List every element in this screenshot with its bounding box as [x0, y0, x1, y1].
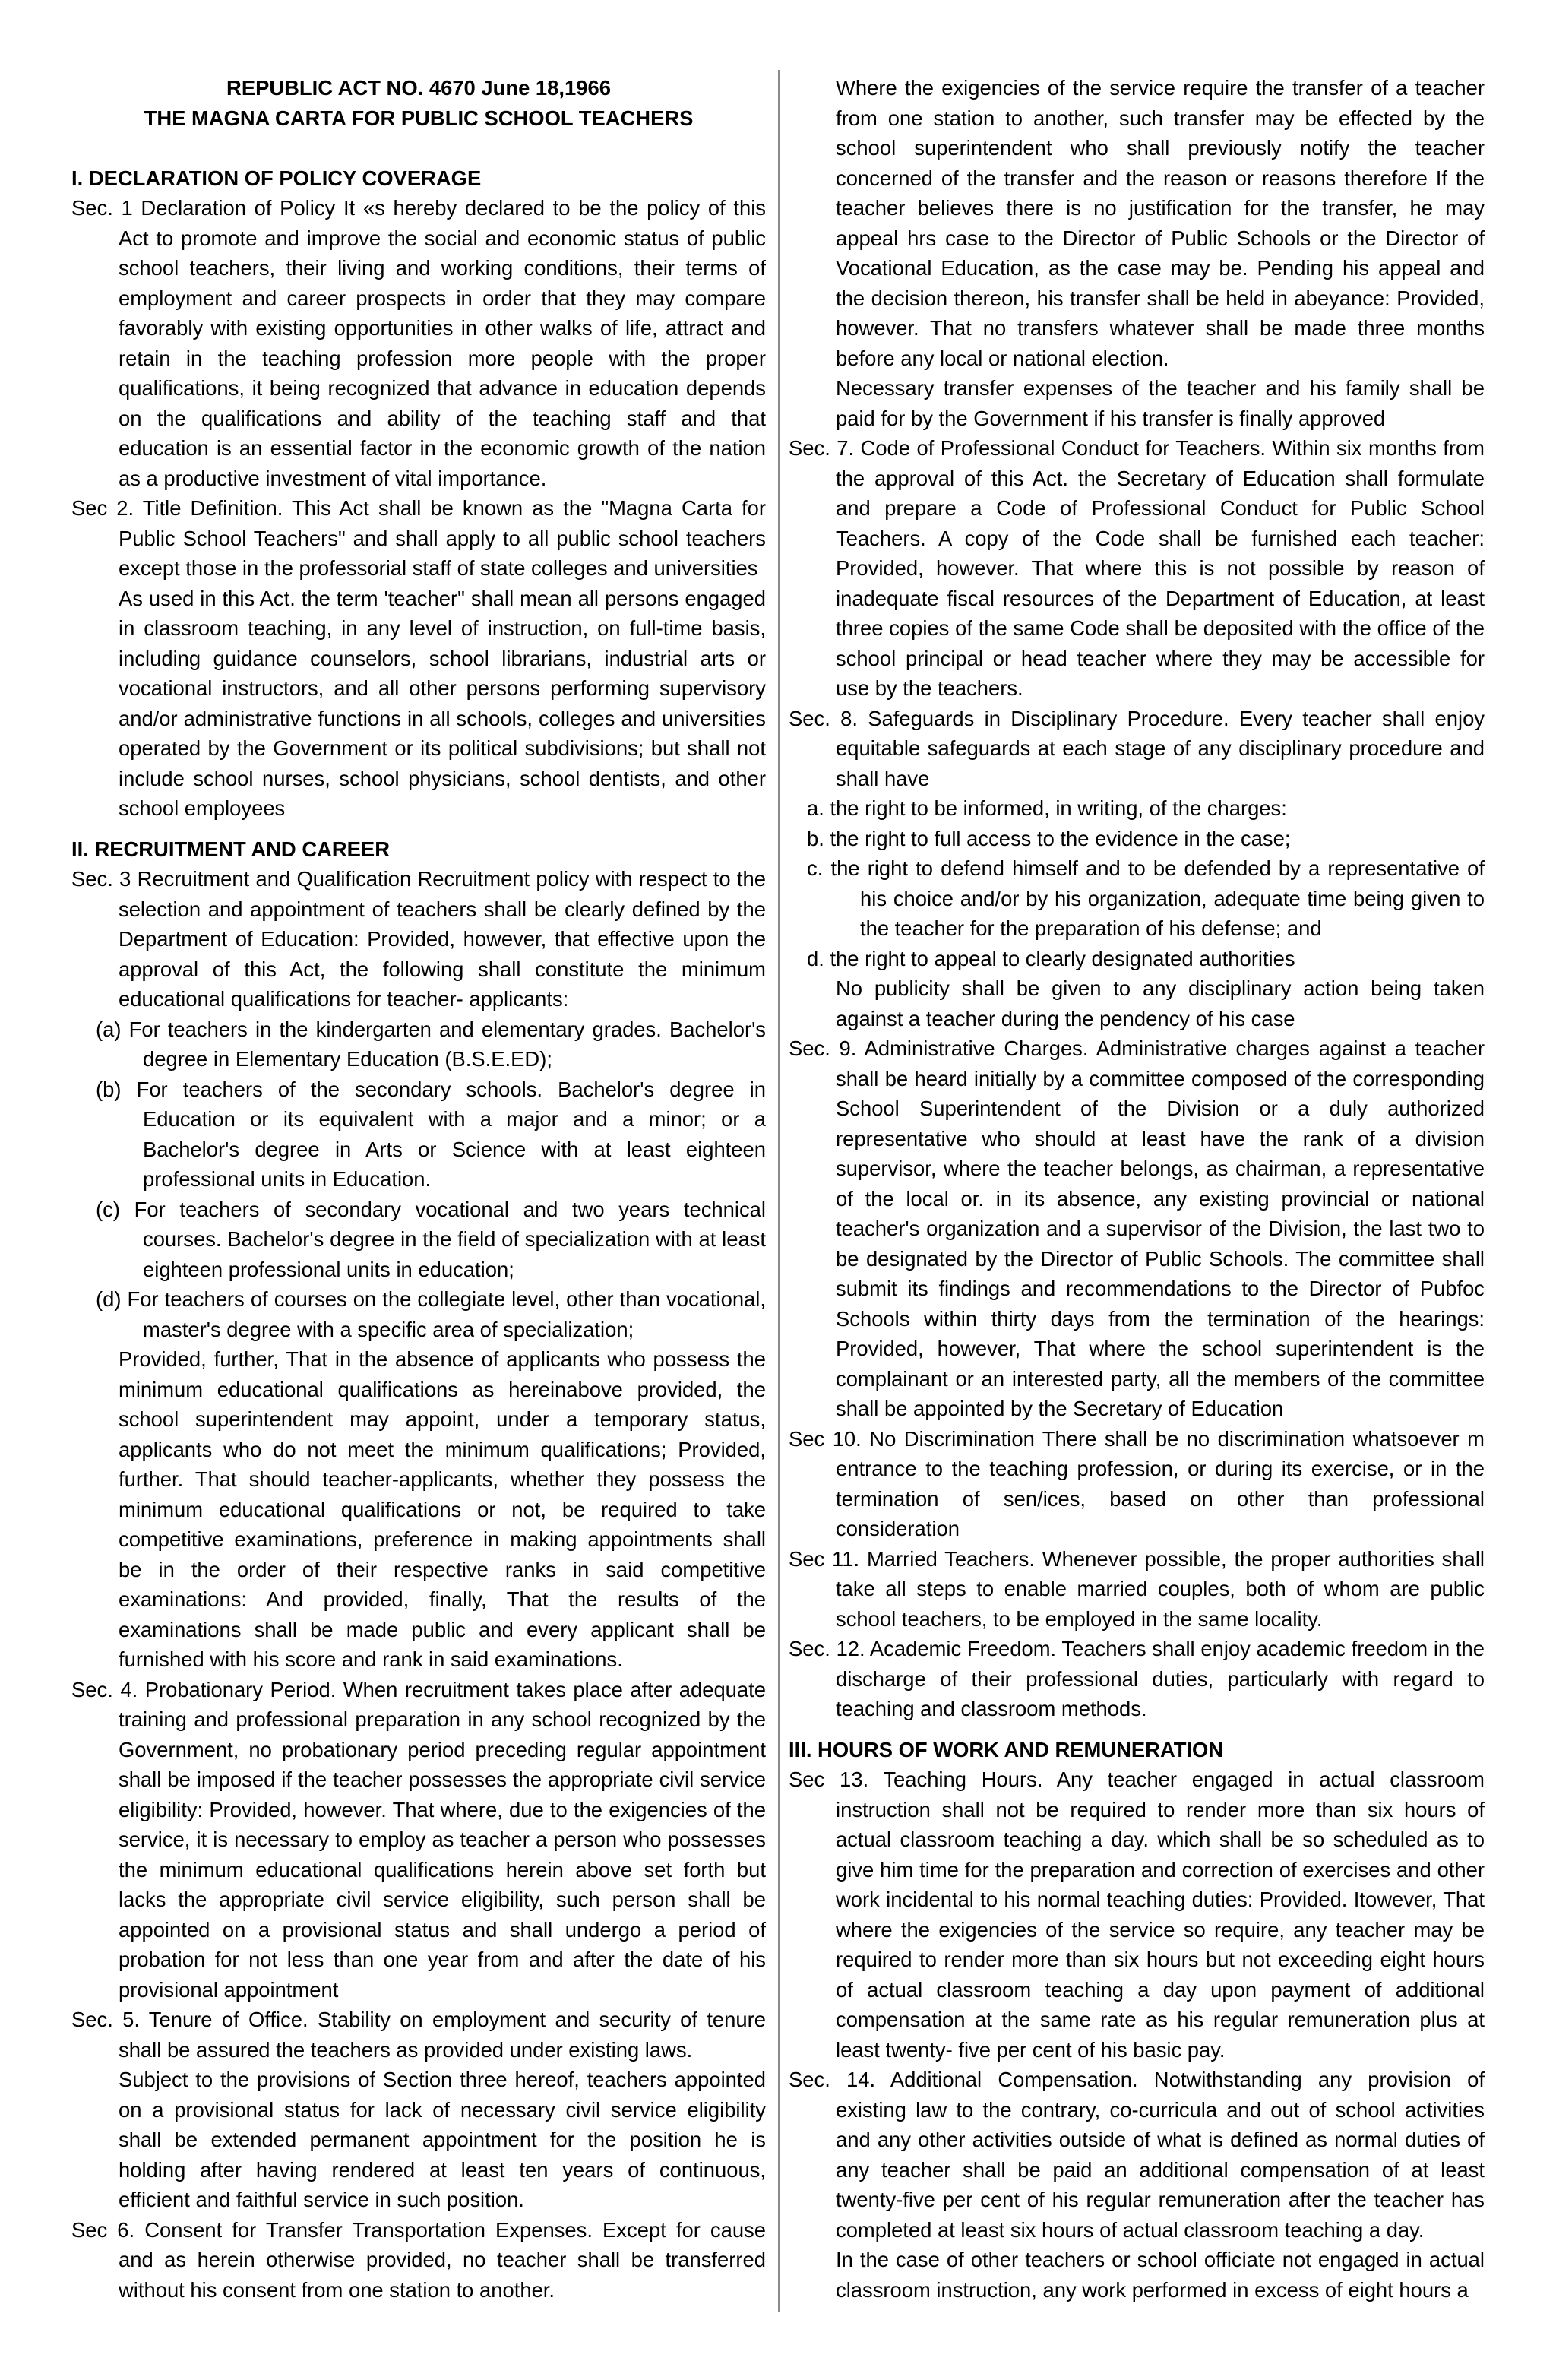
sec11-paragraph: Sec 11. Married Teachers. Whenever possible, the proper authorities shall take all steps to enable married couples, both of whom are public school teachers, to be employed in the same locality. — [789, 1546, 1485, 1631]
sec9-paragraph: Sec. 9. Administrative Charges. Administrative charges against a teacher shall be heard initially by a committee composed of the corresponding School Superintendent of the Division or a duly authorized representative who should at least have the rank of a division supervisor, where the teacher belongs, as chairman, a representative of the local or. in its absence, any existing provincial or national teacher's organization and a supervisor of the Division, the last two to be designated by the Director of Public Schools. The committee shall submit its findings and recommendations to the Director of Pubfoc Schools within thirty days from the termination of the hearings: Provided, however, That where the school superintendent is the complainant or an interested party, all the members of the committee shall be appointed by the Secretary of Education — [789, 1037, 1485, 1420]
document-title-line2: THE MAGNA CARTA FOR PUBLIC SCHOOL TEACHERS — [144, 106, 694, 130]
sec3-paragraph: Sec. 3 Recruitment and Qualification Recruitment policy with respect to the selection and appointment of teachers shall be clearly defined by the Department of Education: Provided, however, that effective upon the approval of this Act, the following shall constitute the minimum educational qualifications for teacher- applicants: — [71, 867, 766, 1011]
left-column — [71, 73, 766, 2305]
sec2-paragraph: Sec 2. Title Definition. This Act shall be known as the "Magna Carta for Public School Teachers" and shall apply to all public school teachers except those in the professorial staff of state colleges and universities — [71, 496, 766, 580]
sec6-paragraph-3: Necessary transfer expenses of the teacher and his family shall be paid for by the Government if his transfer is finally approved — [836, 376, 1485, 430]
section-heading-hours: III. HOURS OF WORK AND REMUNERATION — [789, 1737, 1224, 1761]
column-divider — [778, 70, 780, 2312]
sec5-paragraph: Sec. 5. Tenure of Office. Stability on employment and security of tenure shall be assured the teachers as provided under existing laws. — [71, 2008, 766, 2062]
section-heading-policy: I. DECLARATION OF POLICY COVERAGE — [71, 166, 482, 190]
sec13-paragraph: Sec 13. Teaching Hours. Any teacher engaged in actual classroom instruction shall not be required to render more than six hours of actual classroom teaching a day. which shall be so scheduled as to give him time for the preparation and correction of exercises and other work incidental to his normal teaching duties: Provided. Itowever, That where the exigencies of the service so require, any teacher may be required to render more than six hours but not exceeding eight hours of actual classroom teaching a day upon payment of additional compensation at the same rate as his regular remuneration plus at least twenty- five per cent of his basic pay. — [789, 1768, 1485, 2062]
sec6-paragraph-2: Where the exigencies of the service require the transfer of a teacher from one station to another, such transfer may be effected by the school superintendent who shall previously notify the teacher concerned of the transfer and the reason or reasons therefore If the teacher believes there is no justification for the transfer, he may appeal hrs case to the Director of Public Schools or the Director of Vocational Education, as the case may be. Pending his appeal and the decision thereon, his transfer shall be held in abeyance: Provided, however. That no transfers whatever shall be made three months before any local or national election. — [836, 76, 1485, 370]
sec14-paragraph-2: In the case of other teachers or school officiate not engaged in actual classroom instruction, any work performed in excess of eight hours a — [836, 2248, 1485, 2302]
section-heading-recruitment: II. RECRUITMENT AND CAREER — [71, 837, 390, 861]
sec8-item-b: b. the right to full access to the evidence in the case; — [807, 826, 1291, 850]
sec2-paragraph-2: As used in this Act. the term 'teacher" shall mean all persons engaged in classroom teaching, in any level of instruction, on full-time basis, including guidance counselors, school librarians, industrial arts or vocational instructors, and all other persons performing supervisory and/or administrative functions in all schools, colleges and universities operated by the Government or its political subdivisions; but shall not include school nurses, school physicians, school dentists, and other school employees — [119, 586, 766, 820]
sec14-paragraph: Sec. 14. Additional Compensation. Notwithstanding any provision of existing law to the contrary, co-curricula and out of school activities and any other activities outside of what is defined as normal duties of any teacher shall be paid an additional compensation of at least twenty-five per cent of his regular remuneration after the teacher has completed at least six hours of actual classroom teaching a day. — [789, 2068, 1485, 2242]
sec8-item-a: a. the right to be informed, in writing, of the charges: — [807, 796, 1287, 820]
sec8-item-c: c. the right to defend himself and to be defended by a representative of his choice and/or by his organization, adequate time being given to the teacher for the preparation of his defense; and — [807, 856, 1485, 940]
sec3-item-d: (d) For teachers of courses on the collegiate level, other than vocational, master's degree with a specific area of specialization; — [96, 1287, 766, 1341]
right-column — [789, 73, 1485, 2305]
sec8-paragraph-2: No publicity shall be given to any disciplinary action being taken against a teacher during the pendency of his case — [836, 976, 1485, 1030]
sec3-paragraph-2: Provided, further, That in the absence of applicants who possess the minimum educational qualifications as hereinabove provided, the school superintendent may appoint, under a temporary status, applicants who do not meet the minimum qualifications; Provided, further. That should teacher-applicants, whether they possess the minimum educational qualifications or not, be required to take competitive examinations, preference in making appointments shall be in the order of their respective ranks in said competitive examinations: And provided, finally, That the results of the examinations shall be made public and every applicant shall be furnished with his score and rank in said examinations. — [119, 1347, 766, 1671]
sec3-item-b: (b) For teachers of the secondary schools. Bachelor's degree in Education or its equivalent with a major and a minor; or a Bachelor's degree in Arts or Science with at least eighteen professional units in Education. — [96, 1077, 766, 1191]
sec3-item-a: (a) For teachers in the kindergarten and elementary grades. Bachelor's degree in Elementary Education (B.S.E.ED); — [96, 1017, 766, 1071]
sec1-paragraph: Sec. 1 Declaration of Policy It «s hereby declared to be the policy of this Act to promote and improve the social and economic status of public school teachers, their living and working conditions, their terms of employment and career prospects in order that they may compare favorably with existing opportunities in other walks of life, attract and retain in the teaching profession more people with the proper qualifications, it being recognized that advance in education depends on the qualifications and ability of the teaching staff and that education is an essential factor in the economic growth of the nation as a productive investment of vital importance. — [71, 196, 766, 490]
sec10-paragraph: Sec 10. No Discrimination There shall be no discrimination whatsoever m entrance to the teaching profession, or during its exercise, or in the termination of sen/ices, based on other than professional consideration — [789, 1426, 1485, 1540]
sec3-item-c: (c) For teachers of secondary vocational and two years technical courses. Bachelor's degree in the field of specialization with at least eighteen professional units in education; — [96, 1197, 766, 1281]
sec8-item-d: d. the right to appeal to clearly designated authorities — [807, 946, 1295, 970]
sec5-paragraph-2: Subject to the provisions of Section three hereof, teachers appointed on a provisional status for lack of necessary civil service eligibility shall be extended permanent appointment for the position he is holding after having rendered at least ten years of continuous, efficient and faithful service in such position. — [119, 2068, 766, 2211]
sec12-paragraph: Sec. 12. Academic Freedom. Teachers shall enjoy academic freedom in the discharge of their professional duties, particularly with regard to teaching and classroom methods. — [789, 1637, 1485, 1720]
document-title-line1: REPUBLIC ACT NO. 4670 June 18,1966 — [226, 76, 611, 100]
sec7-paragraph: Sec. 7. Code of Professional Conduct for Teachers. Within six months from the approval of this Act. the Secretary of Education shall formulate and prepare a Code of Professional Conduct for Public School Teachers. A copy of the Code shall be furnished each teacher: Provided, however. That where this is not possible by reason of inadequate fiscal resources of the Department of Education, at least three copies of the same Code shall be deposited with the office of the school principal or head teacher where they may be accessible for use by the teachers. — [789, 436, 1485, 700]
sec8-paragraph: Sec. 8. Safeguards in Disciplinary Procedure. Every teacher shall enjoy equitable safeguards at each stage of any disciplinary procedure and shall have — [789, 706, 1485, 790]
sec6-paragraph: Sec 6. Consent for Transfer Transportation Expenses. Except for cause and as herein otherwise provided, no teacher shall be transferred without his consent from one station to another. — [71, 2217, 766, 2302]
sec4-paragraph: Sec. 4. Probationary Period. When recruitment takes place after adequate training and professional preparation in any school recognized by the Government, no probationary period preceding regular appointment shall be imposed if the teacher possesses the appropriate civil service eligibility: Provided, however. That where, due to the exigencies of the service, it is necessary to employ as teacher a person who possesses the minimum educational qualifications herein above set forth but lacks the appropriate civil service eligibility, such person shall be appointed on a provisional status and shall undergo a period of probation for not less than one year from and after the date of his provisional appointment — [71, 1677, 766, 2002]
